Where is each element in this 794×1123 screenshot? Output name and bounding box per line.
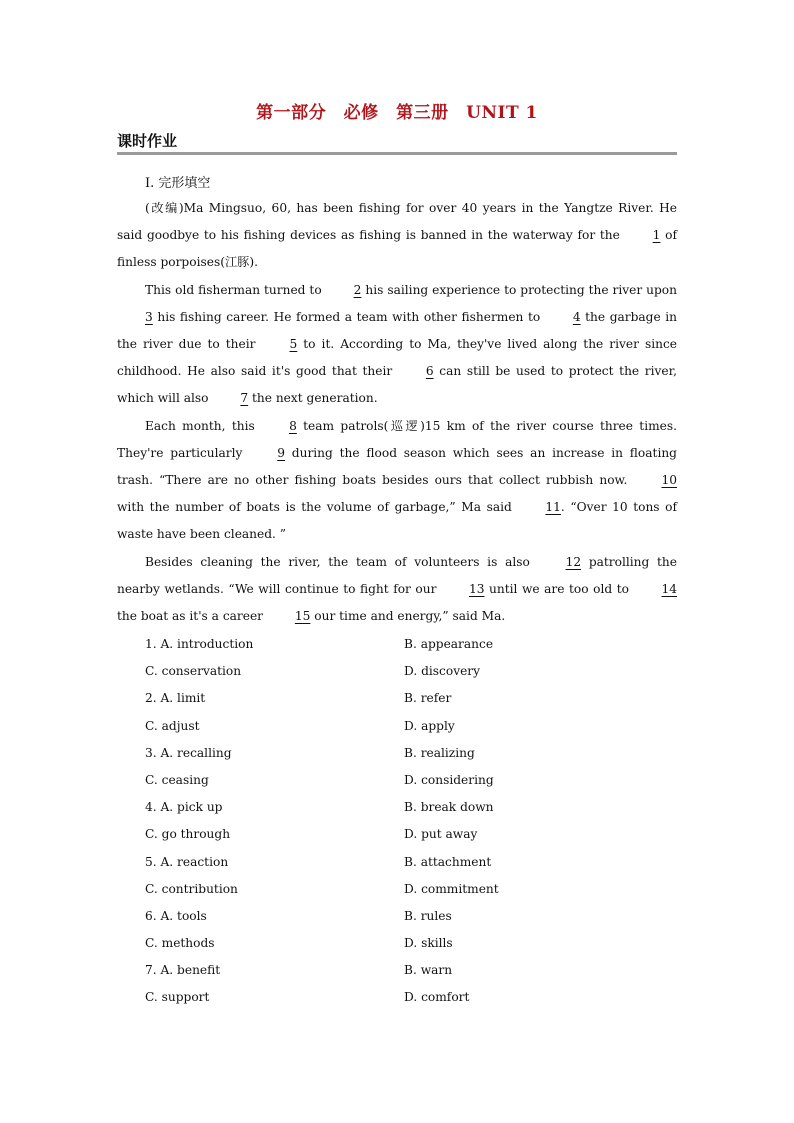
passage-text: until we are too old to [484, 581, 634, 596]
option-right: D. comfort [404, 990, 470, 1005]
option-row [145, 822, 665, 849]
passage-text: during the flood season which sees an increase in floating trash. “There are no other fishing boats besides ours that collect rubbish now. [117, 445, 677, 488]
option-left: C. contribution [145, 881, 238, 896]
option-left: C. support [145, 990, 210, 1005]
passage-text: his sailing experience to protecting the river upon [361, 282, 677, 297]
passage-text: our time and energy,” said Ma. [310, 609, 506, 624]
passage-paragraph-3 [117, 413, 677, 549]
option-left: 4. A. pick up [145, 800, 223, 815]
passage-text: the boat as it's a career [117, 609, 267, 624]
option-right: D. considering [404, 772, 494, 787]
option-left: 2. A. limit [145, 691, 206, 706]
cloze-passage [117, 195, 677, 630]
blank-9: 9 [277, 445, 285, 460]
passage-text: (改编)Ma Mingsuo, 60, has been fishing for over 40 years in the Yangtze River. He said goodbye to his fishing devices as fishing is banned in the waterway for the [117, 201, 677, 243]
option-left: 6. A. tools [145, 908, 207, 923]
option-row [145, 904, 665, 931]
passage-text: team patrols(巡逻)15 km of the river course three times. They're particularly [117, 418, 677, 460]
option-right: D. skills [404, 936, 453, 951]
passage-paragraph-1 [117, 195, 677, 277]
option-right: B. appearance [404, 637, 494, 651]
option-left: C. methods [145, 936, 215, 951]
option-row [145, 850, 665, 877]
option-row [145, 686, 665, 713]
option-left: C. adjust [145, 718, 200, 733]
option-row [145, 985, 665, 1012]
option-left: C. go through [145, 827, 231, 842]
blank-7: 7 [240, 391, 249, 406]
blank-4: 4 [572, 309, 581, 324]
passage-text: patrolling the nearby wetlands. “We will continue to fight for our [117, 554, 677, 596]
option-right: B. break down [404, 800, 494, 815]
passage-text: the next generation. [248, 391, 378, 406]
answer-options [145, 632, 665, 1013]
option-left: 7. A. benefit [145, 963, 221, 978]
page-title: 第一部分 必修 第三册 UNIT 1 [256, 103, 538, 123]
option-right: D. put away [404, 827, 478, 842]
part-heading: Ⅰ. 完形填空 [145, 176, 211, 191]
option-left: C. conservation [145, 664, 242, 679]
option-row [145, 795, 665, 822]
option-row [145, 659, 665, 686]
blank-10: 10 [661, 473, 677, 488]
blank-5: 5 [289, 337, 298, 352]
blank-12: 12 [565, 554, 582, 569]
passage-text: his fishing career. He formed a team with other fishermen to [152, 309, 545, 324]
passage-text: can still be used to protect the river, which will also [117, 364, 677, 406]
option-row [145, 931, 665, 958]
passage-paragraph-4 [117, 549, 677, 631]
option-left: 3. A. recalling [145, 745, 232, 760]
passage-text: This old fisherman turned to [145, 282, 326, 297]
option-right: B. warn [404, 963, 453, 978]
option-left: C. ceasing [145, 772, 209, 787]
passage-text: Each month, this [145, 418, 262, 433]
blank-8: 8 [289, 418, 297, 433]
option-right: B. rules [404, 908, 452, 923]
option-row [145, 768, 665, 795]
option-right: B. realizing [404, 745, 475, 760]
blank-14: 14 [661, 581, 678, 596]
option-right: D. commitment [404, 881, 499, 896]
option-left: 5. A. reaction [145, 854, 229, 869]
option-row [145, 632, 665, 659]
option-left: 1. A. introduction [145, 637, 254, 651]
passage-text: Besides cleaning the river, the team of volunteers is also [145, 554, 538, 569]
option-row [145, 877, 665, 904]
option-right: B. refer [404, 691, 452, 706]
blank-2: 2 [353, 282, 362, 297]
option-right: D. apply [404, 718, 455, 733]
passage-text: of finless porpoises(江豚). [117, 228, 677, 270]
option-right: B. attachment [404, 854, 492, 869]
blank-1: 1 [652, 228, 661, 243]
passage-text: . “Over 10 tons of waste have been cleaned. ” [117, 500, 677, 542]
option-row [145, 714, 665, 741]
blank-15: 15 [294, 609, 311, 624]
blank-6: 6 [425, 364, 434, 379]
passage-text: to it. According to Ma, they've lived along the river since childhood. He also said it's good that their [117, 337, 677, 379]
option-right: D. discovery [404, 664, 481, 679]
passage-paragraph-2 [117, 277, 677, 413]
passage-text: with the number of boats is the volume of garbage,” Ma said [117, 500, 518, 515]
passage-text: the garbage in the river due to their [117, 309, 677, 352]
blank-3: 3 [145, 309, 153, 324]
blank-11: 11 [545, 500, 561, 515]
option-row [145, 741, 665, 768]
heading-divider [117, 152, 677, 155]
section-heading: 课时作业 [117, 132, 178, 150]
option-row [145, 958, 665, 985]
blank-13: 13 [468, 581, 485, 596]
